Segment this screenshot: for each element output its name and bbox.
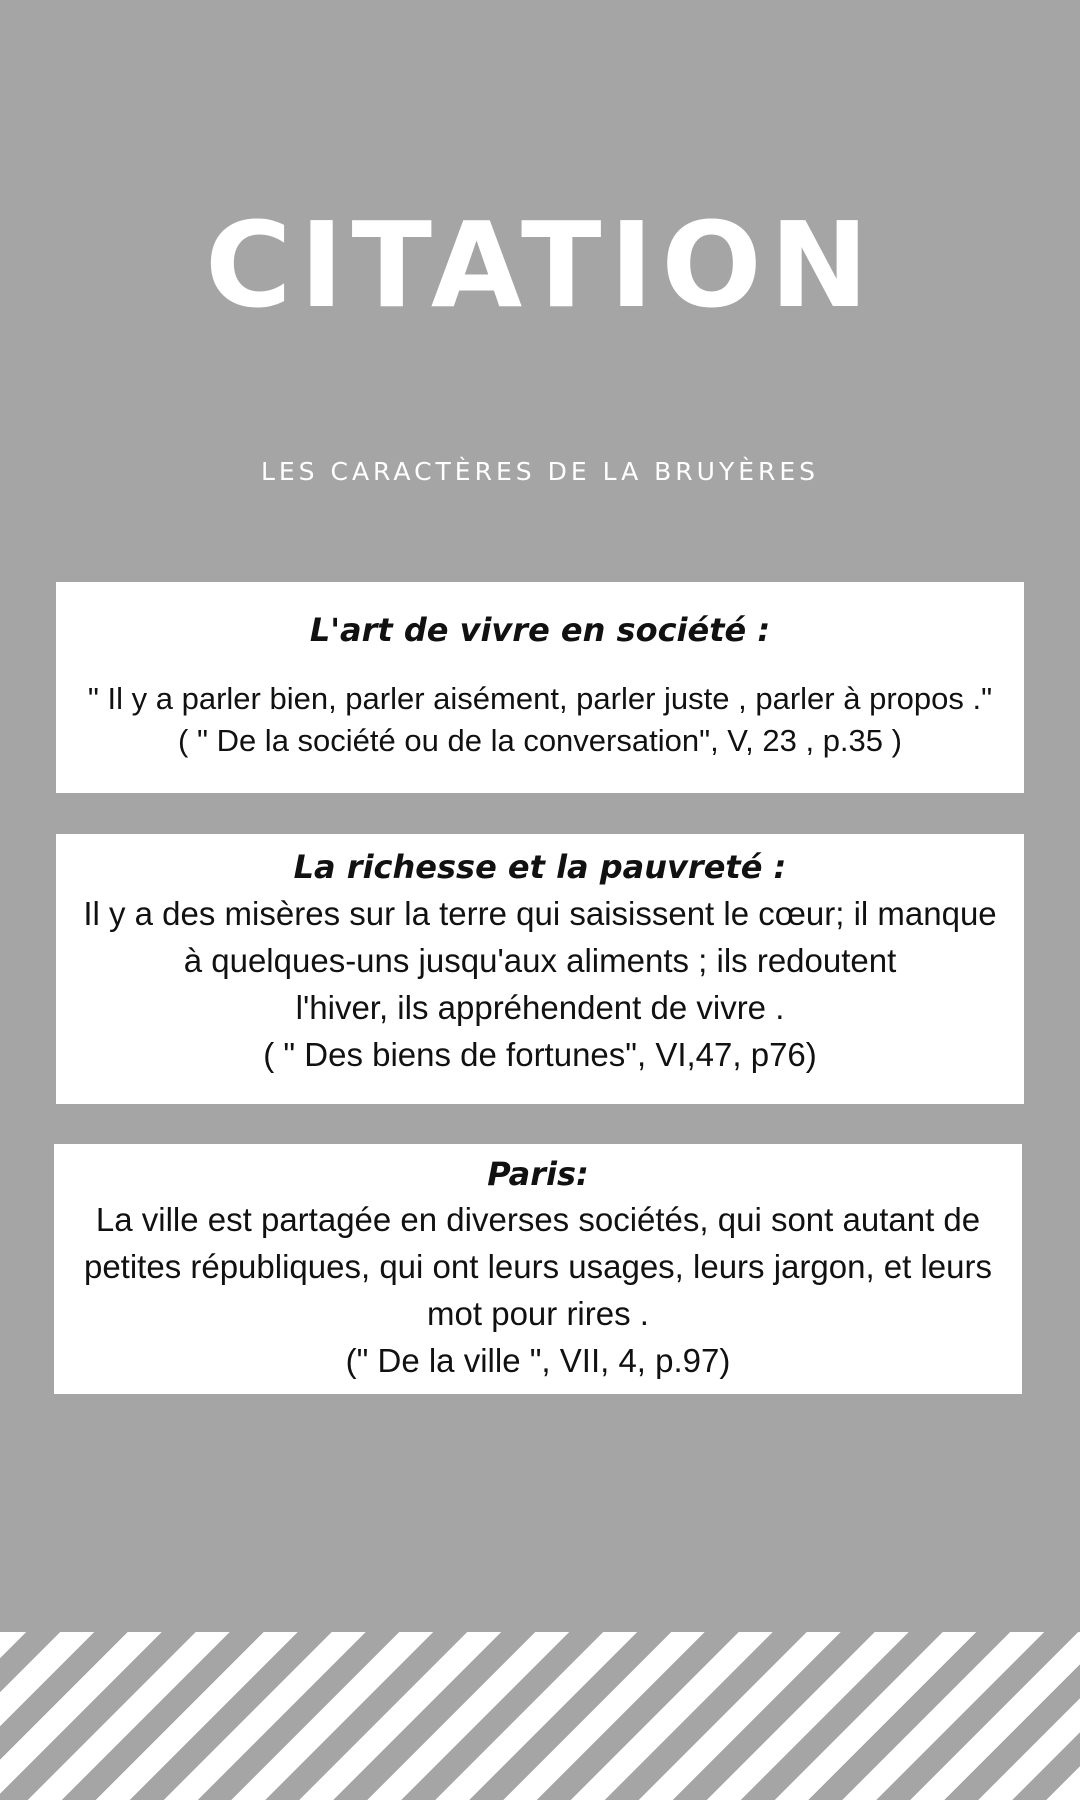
quote-line: La ville est partagée en diverses sociétés, qui sont autant de [95, 1201, 981, 1238]
quote-line: à quelques-uns jusqu'aux aliments ; ils redoutent [183, 942, 897, 979]
quote-reference: ( " Des biens de fortunes", VI,47, p76) [263, 1036, 817, 1073]
quote-line: Il y a des misères sur la terre qui saisissent le cœur; il manque [83, 895, 997, 932]
quote-line: petites républiques, qui ont leurs usages, leurs jargon, et leurs [83, 1248, 993, 1285]
quote-line: " Il y a parler bien, parler aisément, parler juste , parler à propos ." [87, 681, 993, 716]
quote-line: mot pour rires . [427, 1295, 649, 1332]
quote-heading: La richesse et la pauvreté : [293, 848, 787, 886]
page-subtitle: LES CARACTÈRES DE LA BRUYÈRES [260, 457, 820, 486]
quote-heading: Paris: [487, 1155, 589, 1193]
quote-reference: (" De la ville ", VII, 4, p.97) [345, 1342, 731, 1379]
quote-card-paris [54, 1144, 1022, 1394]
quote-line: l'hiver, ils appréhendent de vivre . [295, 989, 785, 1026]
quote-card-society [56, 582, 1024, 793]
quote-reference: ( " De la société ou de la conversation", V, 23 , p.35 ) [178, 723, 902, 758]
page-title: CITATION [205, 196, 877, 334]
quote-heading: L'art de vivre en société : [309, 611, 771, 649]
decorative-stripes [0, 1632, 1080, 1800]
quote-card-wealth-poverty [56, 834, 1024, 1104]
